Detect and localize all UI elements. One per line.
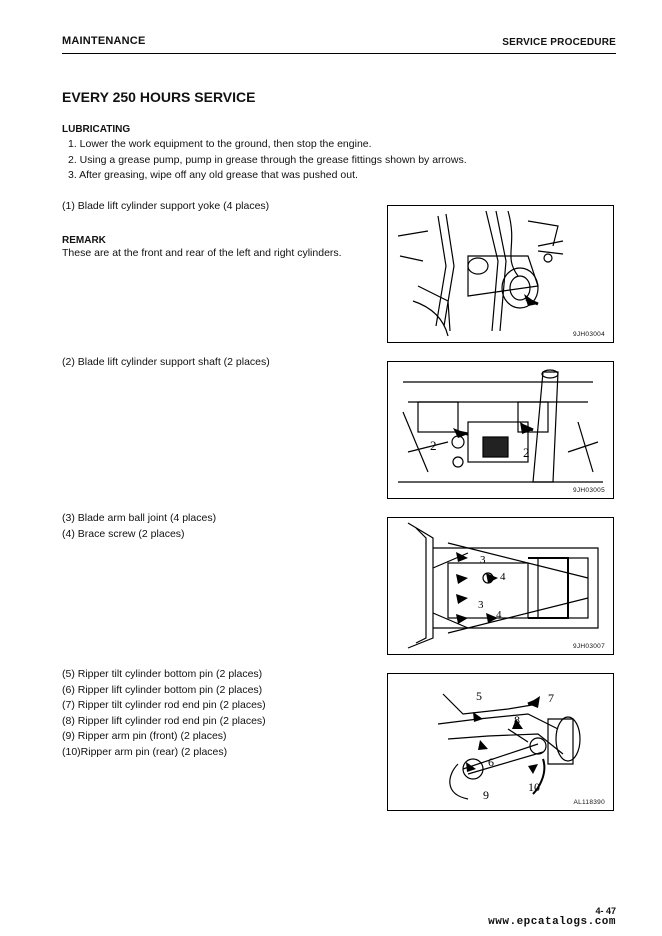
step-list [68, 137, 467, 184]
figure-1-drawing [388, 206, 613, 342]
step-item: 1. Lower the work equipment to the ground, then stop the engine. [68, 138, 372, 150]
item-6-label: (6) Ripper lift cylinder bottom pin (2 places) [62, 683, 263, 696]
figure-1 [387, 205, 614, 343]
figure-2-drawing [388, 362, 613, 498]
figure-4 [387, 673, 614, 811]
step-item: 3. After greasing, wipe off any old grease that was pushed out. [68, 169, 358, 181]
item-4-label: (4) Brace screw (2 places) [62, 527, 185, 540]
item-2-label: (2) Blade lift cylinder support shaft (2 places) [62, 356, 270, 368]
callout-7: 7 [548, 691, 554, 705]
callout-10: 10 [528, 780, 540, 794]
remark-heading: REMARK [62, 235, 106, 246]
callout-2b: 2 [523, 445, 530, 460]
item-3-label: (3) Blade arm ball joint (4 places) [62, 512, 217, 524]
step-item: 2. Using a grease pump, pump in grease through the grease fittings shown by arrows. [68, 153, 467, 166]
callout-9: 9 [483, 788, 489, 802]
item-10-label: (10)Ripper arm pin (rear) (2 places) [62, 745, 228, 758]
header-left: MAINTENANCE [62, 35, 146, 47]
header-rule [62, 53, 616, 54]
item-3-4-labels [62, 511, 216, 542]
item-5-10-labels [62, 667, 266, 760]
callout-5: 5 [476, 689, 482, 703]
callout-3b: 3 [478, 599, 484, 611]
section-heading: LUBRICATING [62, 124, 131, 135]
figure-3 [387, 517, 614, 655]
figure-2 [387, 361, 614, 499]
callout-4a: 4 [500, 571, 506, 583]
callout-6: 6 [488, 755, 494, 769]
watermark: www.epcatalogs.com [488, 916, 616, 928]
callout-3a: 3 [480, 554, 486, 566]
figure-4-drawing [388, 674, 613, 810]
remark-text: These are at the front and rear of the left and right cylinders. [62, 247, 342, 259]
figure-1-code: 9JH03004 [572, 331, 605, 338]
callout-4b: 4 [496, 609, 502, 621]
page-number: 4- 47 [595, 906, 616, 916]
item-7-label: (7) Ripper tilt cylinder rod end pin (2 places) [62, 699, 266, 711]
figure-4-code: AL118390 [573, 799, 605, 806]
callout-2a: 2 [430, 438, 437, 453]
page-title: EVERY 250 HOURS SERVICE [62, 89, 256, 105]
figure-3-drawing [388, 518, 613, 654]
callout-8: 8 [514, 713, 520, 727]
figure-3-code: 9JH03007 [572, 643, 605, 650]
item-1-label: (1) Blade lift cylinder support yoke (4 places) [62, 200, 270, 212]
item-5-label: (5) Ripper tilt cylinder bottom pin (2 places) [62, 668, 263, 680]
item-8-label: (8) Ripper lift cylinder rod end pin (2 places) [62, 714, 266, 727]
figure-2-code: 9JH03005 [572, 487, 605, 494]
header-right: SERVICE PROCEDURE [502, 37, 616, 48]
item-9-label: (9) Ripper arm pin (front) (2 places) [62, 730, 227, 742]
